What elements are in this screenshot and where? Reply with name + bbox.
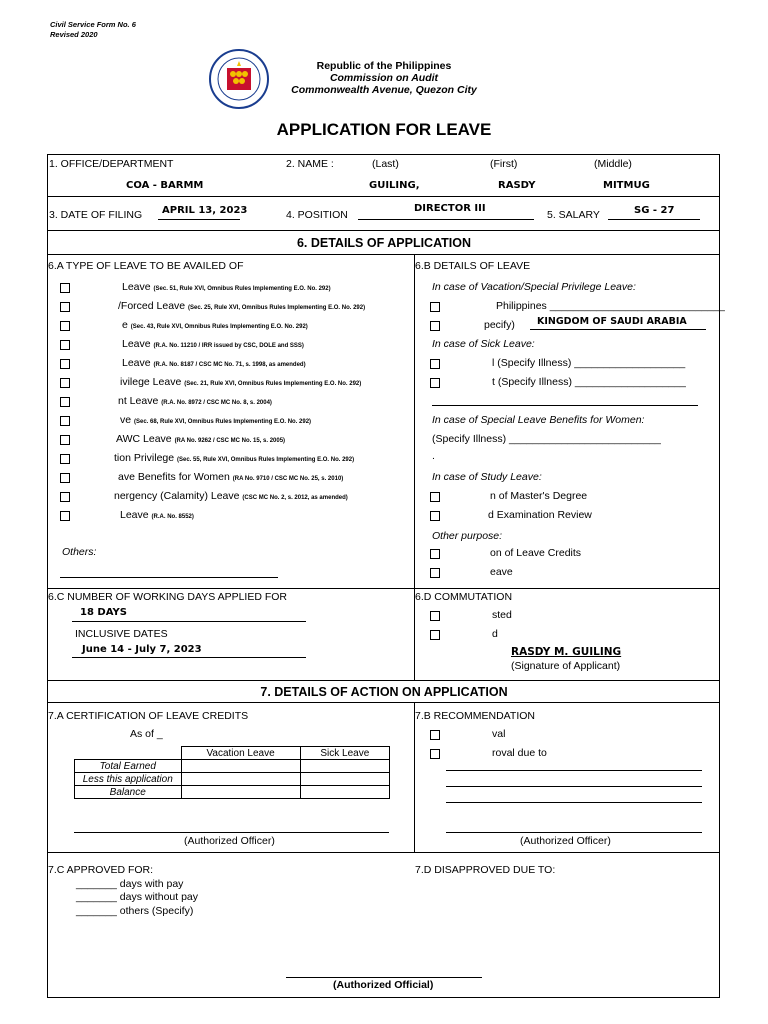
leave-type-checkbox[interactable]	[60, 378, 70, 388]
women-heading: In case of Special Leave Benefits for Women:	[432, 414, 645, 426]
section-7c-title: 7.C APPROVED FOR:	[48, 864, 154, 876]
section-6d-title: 6.D COMMUTATION	[415, 591, 513, 603]
header-republic: Republic of the Philippines	[316, 60, 452, 72]
as-of-label: As of _	[130, 728, 163, 740]
table-cell[interactable]	[300, 760, 389, 773]
leave-type-checkbox[interactable]	[60, 321, 70, 331]
study-heading: In case of Study Leave:	[432, 471, 542, 483]
for-approval-checkbox[interactable]	[430, 730, 440, 740]
leave-type-item: ave Benefits for Women (RA No. 9710 / CSC MC No. 25, s. 2010)	[118, 471, 344, 483]
authorized-officer-7b: (Authorized Officer)	[520, 835, 611, 847]
leave-type-item: Leave (R.A. No. 8552)	[120, 509, 194, 521]
last-name-label: (Last)	[372, 158, 399, 170]
section-6b-title: 6.B DETAILS OF LEAVE	[415, 260, 531, 272]
leave-credits-table	[74, 746, 390, 799]
table-header-vacation: Vacation Leave	[181, 747, 300, 760]
leave-type-checkbox[interactable]	[60, 302, 70, 312]
applicant-signature[interactable]: RASDY M. GUILING	[511, 646, 622, 658]
abroad-label: pecify)	[484, 319, 515, 331]
masters-degree-label: n of Master's Degree	[490, 490, 588, 502]
leave-type-item: ivilege Leave (Sec. 21, Rule XVI, Omnibus Rules Implementing E.O. No. 292)	[120, 376, 362, 388]
table-cell[interactable]	[300, 786, 389, 799]
leave-type-item: Leave (R.A. No. 11210 / IRR issued by CSC, DOLE and SSS)	[122, 338, 304, 350]
office-value[interactable]: COA - BARMM	[126, 180, 204, 191]
date-of-filing-label: 3. DATE OF FILING	[49, 209, 143, 221]
leave-type-item: ve (Sec. 68, Rule XVI, Omnibus Rules Implementing E.O. No. 292)	[120, 414, 312, 426]
table-header-sick: Sick Leave	[300, 747, 389, 760]
page-title: APPLICATION FOR LEAVE	[276, 120, 492, 139]
abroad-checkbox[interactable]	[430, 321, 440, 331]
leave-type-item: Leave (Sec. 51, Rule XVI, Omnibus Rules Implementing E.O. No. 292)	[122, 281, 331, 293]
leave-type-item: nergency (Calamity) Leave (CSC MC No. 2, s. 2012, as amended)	[114, 490, 348, 502]
table-row-label: Total Earned	[75, 760, 182, 773]
commutation-requested-checkbox[interactable]	[430, 630, 440, 640]
header-agency: Commission on Audit	[329, 72, 439, 84]
women-illness-label: (Specify Illness) __________________________	[432, 433, 661, 445]
other-purpose-heading: Other purpose:	[432, 530, 503, 542]
name-label: 2. NAME :	[286, 158, 334, 170]
for-disapproval-label: roval due to	[492, 747, 547, 759]
in-hospital-checkbox[interactable]	[430, 359, 440, 369]
leave-type-item: tion Privilege (Sec. 55, Rule XVI, Omnibus Rules Implementing E.O. No. 292)	[114, 452, 355, 464]
days-with-pay: _______ days with pay	[76, 878, 184, 890]
monetization-checkbox[interactable]	[430, 549, 440, 559]
commutation-not-requested-label: sted	[492, 609, 512, 621]
form-number: Civil Service Form No. 6	[50, 20, 136, 29]
table-header-blank	[75, 747, 182, 760]
table-row-label: Less this application	[75, 773, 182, 786]
section-7a-title: 7.A CERTIFICATION OF LEAVE CREDITS	[48, 710, 249, 722]
others-specify: _______ others (Specify)	[76, 905, 194, 917]
out-patient-label: t (Specify Illness) ___________________	[492, 376, 686, 388]
for-approval-label: val	[492, 728, 506, 740]
leave-type-item: Leave (R.A. No. 8187 / CSC MC No. 71, s. 1998, as amended)	[122, 357, 306, 369]
middle-name-label: (Middle)	[594, 158, 632, 170]
masters-degree-checkbox[interactable]	[430, 492, 440, 502]
position-label: 4. POSITION	[286, 209, 348, 221]
section-7d-title: 7.D DISAPPROVED DUE TO:	[415, 864, 556, 876]
section-7b-title: 7.B RECOMMENDATION	[415, 710, 535, 722]
leave-type-checkbox[interactable]	[60, 492, 70, 502]
leave-type-checkbox[interactable]	[60, 435, 70, 445]
inclusive-dates-value[interactable]: June 14 - July 7, 2023	[82, 644, 202, 655]
table-cell[interactable]	[181, 773, 300, 786]
out-patient-checkbox[interactable]	[430, 378, 440, 388]
leave-type-checkbox[interactable]	[60, 416, 70, 426]
first-name-label: (First)	[490, 158, 518, 170]
within-philippines-label: Philippines ______________________________	[496, 300, 725, 312]
terminal-leave-label: eave	[490, 566, 513, 578]
leave-type-checkbox[interactable]	[60, 359, 70, 369]
first-name-value[interactable]: RASDY	[498, 180, 536, 191]
leave-type-checkbox[interactable]	[60, 340, 70, 350]
leave-type-item: nt Leave (R.A. No. 8972 / CSC MC No. 8, s. 2004)	[118, 395, 272, 407]
abroad-value[interactable]: KINGDOM OF SAUDI ARABIA	[537, 316, 687, 327]
office-label: 1. OFFICE/DEPARTMENT	[49, 158, 174, 170]
date-of-filing-value[interactable]: APRIL 13, 2023	[162, 205, 248, 216]
commutation-not-requested-checkbox[interactable]	[430, 611, 440, 621]
section-7-title: 7. DETAILS OF ACTION ON APPLICATION	[260, 685, 508, 699]
section-6a-title: 6.A TYPE OF LEAVE TO BE AVAILED OF	[48, 260, 244, 272]
bar-review-label: d Examination Review	[488, 509, 592, 521]
within-philippines-checkbox[interactable]	[430, 302, 440, 312]
salary-label: 5. SALARY	[547, 209, 600, 221]
section-6c-title: 6.C NUMBER OF WORKING DAYS APPLIED FOR	[48, 591, 288, 603]
section-6-title: 6. DETAILS OF APPLICATION	[296, 236, 472, 250]
commutation-requested-label: d	[492, 628, 498, 640]
for-disapproval-checkbox[interactable]	[430, 749, 440, 759]
authorized-officer-7a: (Authorized Officer)	[184, 835, 275, 847]
table-row-label: Balance	[75, 786, 182, 799]
monetization-label: on of Leave Credits	[490, 547, 582, 559]
leave-type-item: e (Sec. 43, Rule XVI, Omnibus Rules Implementing E.O. No. 292)	[122, 319, 308, 331]
leave-type-checkbox[interactable]	[60, 283, 70, 293]
others-label: Others:	[62, 546, 97, 558]
vacation-heading: In case of Vacation/Special Privilege Leave:	[432, 281, 636, 293]
leave-type-item: AWC Leave (RA No. 9262 / CSC MC No. 15, s. 2005)	[116, 433, 286, 445]
sick-heading: In case of Sick Leave:	[432, 338, 535, 350]
leave-type-item: /Forced Leave (Sec. 25, Rule XVI, Omnibus Rules Implementing E.O. No. 292)	[118, 300, 366, 312]
position-value[interactable]: DIRECTOR III	[414, 203, 486, 214]
women-dot: .	[432, 450, 435, 462]
middle-name-value[interactable]: MITMUG	[603, 180, 650, 191]
table-cell[interactable]	[181, 760, 300, 773]
leave-type-checkbox[interactable]	[60, 397, 70, 407]
header-address: Commonwealth Avenue, Quezon City	[291, 84, 477, 96]
days-without-pay: _______ days without pay	[76, 891, 199, 903]
others-input[interactable]	[60, 577, 278, 578]
salary-value[interactable]: SG - 27	[634, 205, 675, 216]
inclusive-dates-label: INCLUSIVE DATES	[75, 628, 168, 640]
last-name-value[interactable]: GUILING,	[369, 180, 420, 191]
signature-caption: (Signature of Applicant)	[511, 660, 621, 672]
form-revision: Revised 2020	[50, 30, 98, 39]
working-days-value[interactable]: 18 DAYS	[80, 607, 127, 618]
terminal-leave-checkbox[interactable]	[430, 568, 440, 578]
leave-type-checkbox[interactable]	[60, 511, 70, 521]
table-cell[interactable]	[300, 773, 389, 786]
leave-type-checkbox[interactable]	[60, 454, 70, 464]
leave-type-checkbox[interactable]	[60, 473, 70, 483]
table-cell[interactable]	[181, 786, 300, 799]
in-hospital-label: l (Specify Illness) ___________________	[492, 357, 686, 369]
bar-review-checkbox[interactable]	[430, 511, 440, 521]
authorized-official: (Authorized Official)	[333, 979, 434, 991]
